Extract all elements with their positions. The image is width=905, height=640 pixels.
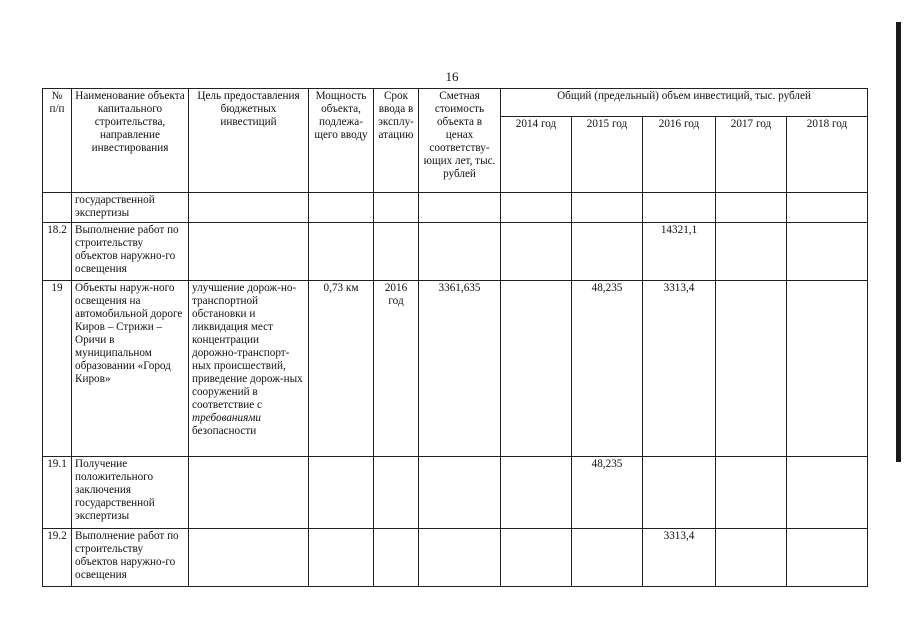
purpose-text-italic: требованиями <box>192 412 262 424</box>
cell-purpose <box>189 281 309 457</box>
header-name: Наименование объекта капитального строительства, направление инвестирования <box>72 89 189 193</box>
header-row-top <box>43 89 868 117</box>
cell-term <box>374 193 419 223</box>
table-row <box>43 193 868 223</box>
cell-2018 <box>787 223 868 281</box>
cell-purpose <box>189 223 309 281</box>
cell-2016 <box>643 193 716 223</box>
cell-2018 <box>787 281 868 457</box>
cell-2014 <box>501 529 572 587</box>
cell-capacity <box>309 457 374 529</box>
cell-purpose <box>189 457 309 529</box>
cell-2018 <box>787 193 868 223</box>
cell-2015 <box>572 223 643 281</box>
cell-name: Объекты наруж-ного освещения на автомобильной дороге Киров – Стрижи – Оричи в муниципальном образовании «Город Киров» <box>72 281 189 457</box>
header-year-2014: 2014 год <box>501 117 572 193</box>
cell-term <box>374 529 419 587</box>
table-row <box>43 223 868 281</box>
investment-table <box>42 88 868 587</box>
cell-capacity: 0,73 км <box>309 281 374 457</box>
cell-capacity <box>309 193 374 223</box>
header-volume-group: Общий (предельный) объем инвестиций, тыс. рублей <box>501 89 868 117</box>
cell-2017 <box>716 457 787 529</box>
cell-cost: 3361,635 <box>419 281 501 457</box>
header-term: Срок ввода в эксплу-атацию <box>374 89 419 193</box>
cell-2015 <box>572 529 643 587</box>
header-purpose: Цель предоставления бюджетных инвестиций <box>189 89 309 193</box>
header-cost: Сметная стоимость объекта в ценах соответству-ющих лет, тыс. рублей <box>419 89 501 193</box>
table-row <box>43 457 868 529</box>
cell-2018 <box>787 529 868 587</box>
header-year-2018: 2018 год <box>787 117 868 193</box>
cell-2017 <box>716 529 787 587</box>
cell-2016 <box>643 457 716 529</box>
cell-num: 19.2 <box>43 529 72 587</box>
header-num: № п/п <box>43 89 72 193</box>
page-number: 16 <box>445 69 459 84</box>
purpose-text-end: безопасности <box>192 425 257 437</box>
header-year-2015: 2015 год <box>572 117 643 193</box>
cell-cost <box>419 223 501 281</box>
cell-2016: 14321,1 <box>643 223 716 281</box>
cell-name: Получение положительного заключения государственной экспертизы <box>72 457 189 529</box>
cell-num <box>43 193 72 223</box>
cell-num: 19 <box>43 281 72 457</box>
table-row <box>43 281 868 457</box>
cell-2018 <box>787 457 868 529</box>
header-year-2016: 2016 год <box>643 117 716 193</box>
cell-purpose <box>189 529 309 587</box>
cell-name: Выполнение работ по строительству объектов наружно-го освещения <box>72 529 189 587</box>
cell-2015 <box>572 193 643 223</box>
cell-2014 <box>501 457 572 529</box>
cell-2014 <box>501 281 572 457</box>
cell-capacity <box>309 223 374 281</box>
cell-2017 <box>716 193 787 223</box>
cell-num: 19.1 <box>43 457 72 529</box>
cell-2014 <box>501 223 572 281</box>
cell-2017 <box>716 223 787 281</box>
purpose-text: улучшение дорож-но-транспортной обстановки и ликвидация мест концентрации дорожно-транспорт-ных происшествий, приведение дорож-ных сооружений в соответствие с <box>192 282 303 411</box>
cell-name: государственной экспертизы <box>72 193 189 223</box>
cell-2017 <box>716 281 787 457</box>
header-year-2017: 2017 год <box>716 117 787 193</box>
cell-cost <box>419 529 501 587</box>
cell-2016: 3313,4 <box>643 281 716 457</box>
cell-term <box>374 457 419 529</box>
cell-cost <box>419 193 501 223</box>
cell-term: 2016 год <box>374 281 419 457</box>
cell-name: Выполнение работ по строительству объектов наружно-го освещения <box>72 223 189 281</box>
table-row <box>43 529 868 587</box>
cell-capacity <box>309 529 374 587</box>
scan-edge-bar <box>896 22 901 462</box>
cell-2015: 48,235 <box>572 281 643 457</box>
header-capacity: Мощность объекта, подлежа-щего вводу <box>309 89 374 193</box>
cell-2016: 3313,4 <box>643 529 716 587</box>
cell-cost <box>419 457 501 529</box>
cell-2015: 48,235 <box>572 457 643 529</box>
cell-purpose <box>189 193 309 223</box>
cell-term <box>374 223 419 281</box>
cell-num: 18.2 <box>43 223 72 281</box>
cell-2014 <box>501 193 572 223</box>
